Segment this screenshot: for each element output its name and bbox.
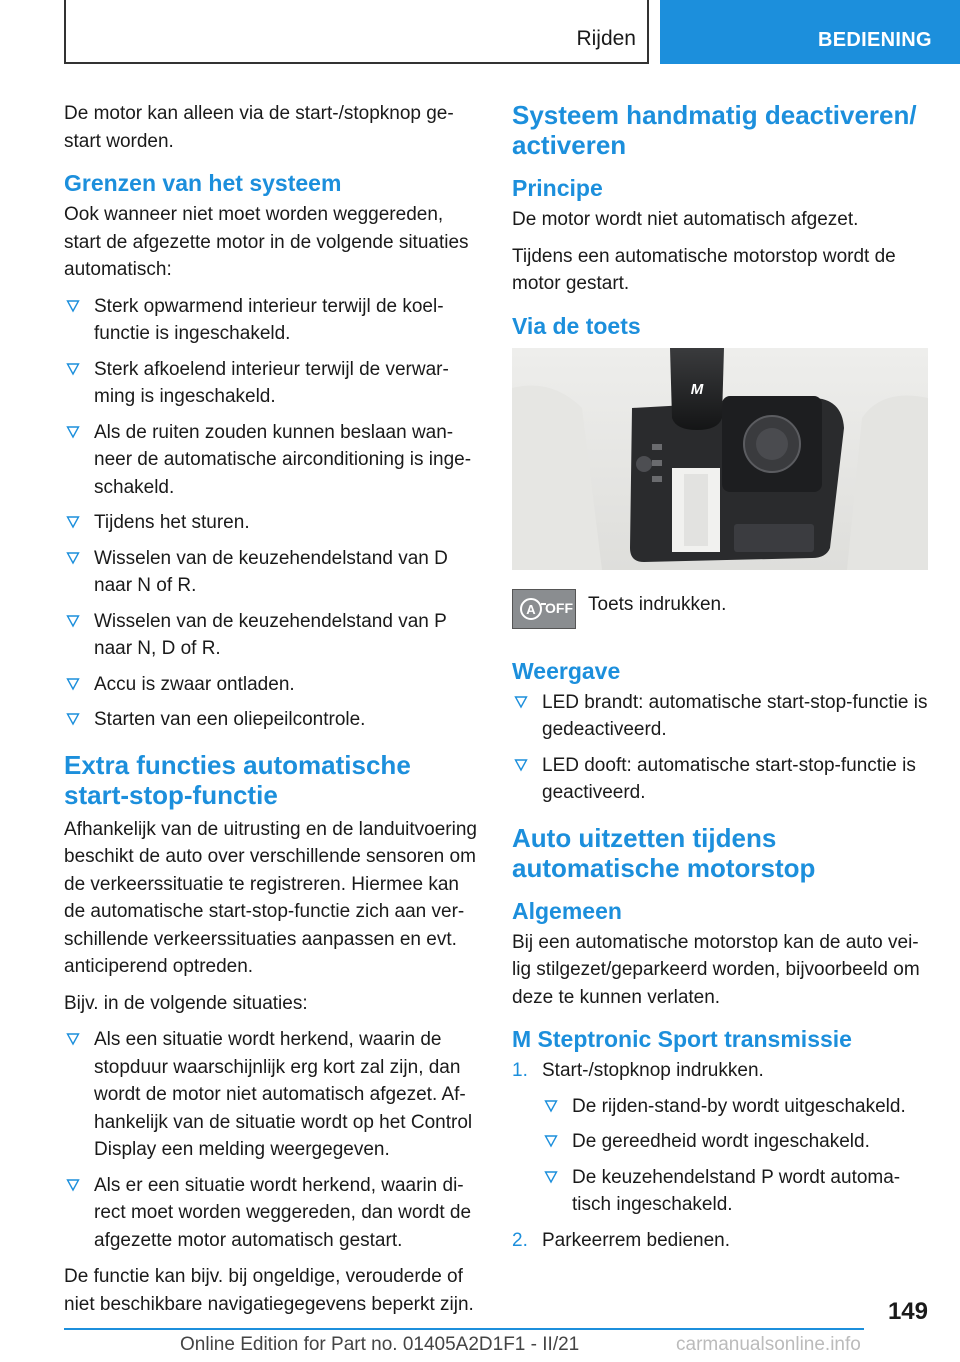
auto-start-stop-off-button-icon: A OFF	[512, 589, 576, 629]
triangle-bullet-icon	[544, 1099, 558, 1113]
list-item: Wisselen van de keuzehendelstand van P naar N, D of R.	[64, 608, 480, 663]
principle-heading: Principe	[512, 175, 603, 201]
list-item: LED brandt: automatische start-stop-functie is gedeactiveerd.	[512, 689, 932, 744]
list-item: Sterk afkoelend interieur terwijl de verwar-ming is ingeschakeld.	[64, 356, 480, 411]
display-list	[512, 689, 932, 807]
header-left-box	[64, 0, 649, 64]
list-item: Sterk opwarmend interieur terwijl de koel-functie is ingeschakeld.	[64, 293, 480, 348]
list-item: LED dooft: automatische start-stop-functie is geactiveerd.	[512, 752, 932, 807]
steptronic-heading: M Steptronic Sport transmissie	[512, 1026, 852, 1052]
step-number: 1.	[512, 1060, 528, 1081]
triangle-bullet-icon	[66, 515, 80, 529]
list-item: De gereedheid wordt ingeschakeld.	[542, 1128, 932, 1156]
center-console-photo	[512, 348, 928, 570]
header-chapter-title: BEDIENING	[818, 29, 932, 51]
list-item: Wisselen van de keuzehendelstand van D naar N of R.	[64, 545, 480, 600]
step-sublist	[542, 1093, 932, 1219]
list-item: Accu is zwaar ontladen.	[64, 671, 480, 699]
left-column	[64, 100, 480, 1327]
steptronic-steps	[512, 1057, 932, 1254]
intro-paragraph: De motor kan alleen via de start-/stopknop ge-start worden.	[64, 103, 454, 152]
limits-paragraph: Ook wanneer niet moet worden weggereden, start de afgezette motor in de volgende situaties automatisch:	[64, 204, 469, 280]
list-item: De keuzehendelstand P wordt automa-tisch ingeschakeld.	[542, 1164, 932, 1219]
extra-functions-paragraph: Afhankelijk van de uitrusting en de landuitvoering beschikt de auto over verschillende sensoren om de verkeerssituatie te registreren. Hiermee kan de automatische start-stop-functie zich aan ver-schillende verkeerssituaties aanpassen en evt. anticiperend optreden.	[64, 818, 477, 977]
limits-list	[64, 293, 480, 734]
page-number: 149	[887, 1298, 928, 1325]
list-item: Als er een situatie wordt herkend, waarin di-rect moet worden weggereden, dan wordt de afgezette motor automatisch gestart.	[64, 1172, 480, 1255]
triangle-bullet-icon	[66, 1032, 80, 1046]
list-item: Starten van een oliepeilcontrole.	[64, 706, 480, 734]
button-caption: Toets indrukken.	[588, 593, 727, 615]
triangle-bullet-icon	[66, 551, 80, 565]
step-text: Parkeerrem bedienen.	[542, 1229, 730, 1251]
principle-paragraph-1: De motor wordt niet automatisch afgezet.	[512, 209, 859, 230]
turn-off-heading: Auto uitzetten tijdens automatische motorstop	[512, 822, 816, 883]
footer-divider	[64, 1328, 864, 1330]
extra-functions-heading: Extra functies automatische start-stop-functie	[64, 749, 411, 810]
triangle-bullet-icon	[544, 1134, 558, 1148]
step-text: Start-/stopknop indrukken.	[542, 1060, 764, 1081]
triangle-bullet-icon	[66, 712, 80, 726]
example-lead-in: Bijv. in de volgende situaties:	[64, 992, 308, 1014]
via-button-heading: Via de toets	[512, 312, 641, 339]
general-paragraph: Bij een automatische motorstop kan de auto vei-lig stilgezet/geparkeerd worden, bijvoorbeeld om deze te kunnen verlaten.	[512, 931, 920, 1008]
svg-text:M: M	[690, 380, 704, 398]
principle-paragraph-2: Tijdens een automatische motorstop wordt de motor gestart.	[512, 245, 896, 294]
triangle-bullet-icon	[66, 1178, 80, 1192]
manual-deactivate-heading: Systeem handmatig deactiveren/ activeren	[512, 100, 917, 160]
footer-edition: Online Edition for Part no. 01405A2D1F1 - II/21	[180, 1334, 580, 1355]
extra-functions-list	[64, 1026, 480, 1254]
triangle-bullet-icon	[66, 362, 80, 376]
header-section-title: Rijden	[576, 27, 636, 50]
general-heading: Algemeen	[512, 897, 622, 924]
limits-heading: Grenzen van het systeem	[64, 170, 342, 196]
triangle-bullet-icon	[66, 614, 80, 628]
triangle-bullet-icon	[66, 677, 80, 691]
svg-text:A: A	[526, 601, 536, 617]
right-column	[512, 100, 932, 1262]
list-item: Als een situatie wordt herkend, waarin de stopduur waarschijnlijk erg kort zal zijn, dan wordt de motor niet automatisch afgezet. Af-hankelijk van de situatie wordt op het Control Display een melding weergegeven.	[64, 1026, 480, 1164]
triangle-bullet-icon	[544, 1170, 558, 1184]
triangle-bullet-icon	[514, 695, 528, 709]
step-item	[512, 1057, 932, 1219]
step-number: 2.	[512, 1229, 528, 1251]
list-item: Als de ruiten zouden kunnen beslaan wan-neer de automatische airconditioning is inge-schakeld.	[64, 419, 480, 502]
display-heading: Weergave	[512, 657, 621, 684]
step-item	[512, 1227, 932, 1255]
button-row	[512, 589, 932, 635]
list-item: De rijden-stand-by wordt uitgeschakeld.	[542, 1093, 932, 1121]
extra-functions-outro: De functie kan bijv. bij ongeldige, verouderde of niet beschikbare navigatiegegevens beperkt zijn.	[64, 1266, 474, 1315]
list-item: Tijdens het sturen.	[64, 509, 480, 537]
triangle-bullet-icon	[66, 425, 80, 439]
footer-watermark: carmanualsonline.info	[676, 1334, 861, 1355]
triangle-bullet-icon	[514, 758, 528, 772]
triangle-bullet-icon	[66, 299, 80, 313]
